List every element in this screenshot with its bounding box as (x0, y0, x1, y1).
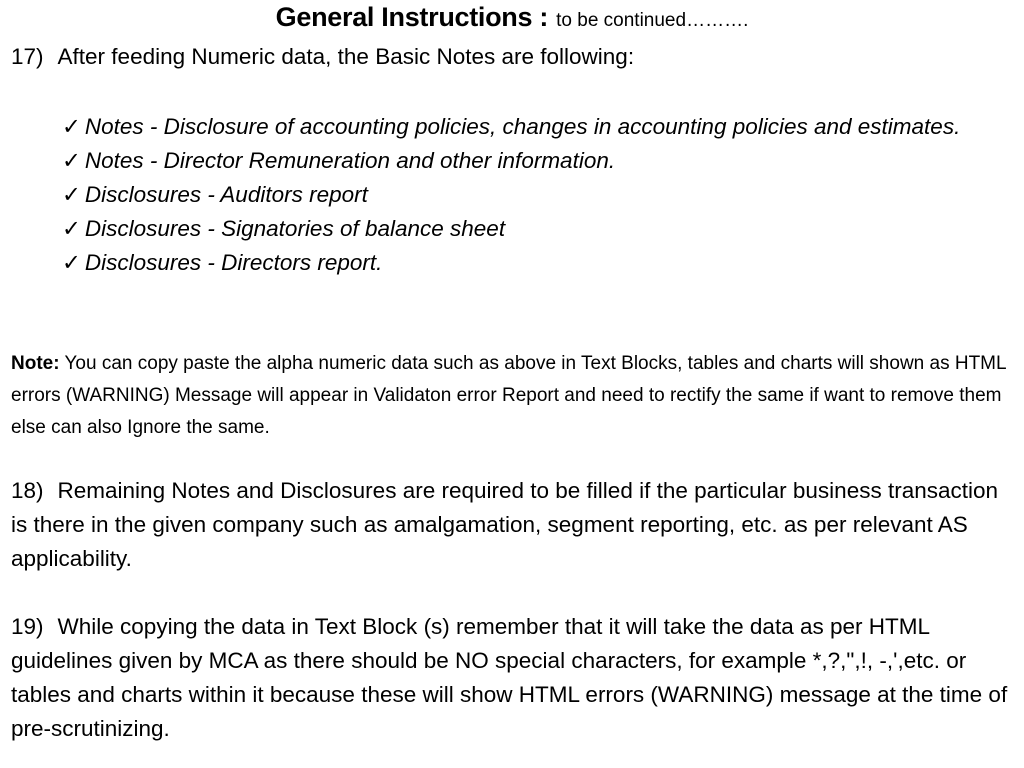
instruction-19 (11, 610, 1015, 746)
page-title (0, 2, 1024, 33)
checkmark-icon: ✓ (62, 250, 81, 275)
notes-checklist (62, 110, 982, 280)
instruction-18-number: 18) (11, 478, 44, 503)
instruction-18-text: Remaining Notes and Disclosures are required to be filled if the particular business transaction is there in the given company such as amalgamation, segment reporting, etc. as per relevant AS applicability. (11, 478, 999, 571)
checklist-item-text: Disclosures - Auditors report (84, 182, 368, 207)
checklist-item (62, 212, 982, 246)
checkmark-icon: ✓ (62, 148, 81, 173)
checkmark-icon: ✓ (62, 216, 81, 241)
note-label: Note: (11, 353, 60, 374)
checklist-item (62, 110, 982, 144)
instruction-19-number: 19) (11, 614, 44, 639)
checklist-item (62, 144, 982, 178)
note-text: You can copy paste the alpha numeric data such as above in Text Blocks, tables and charts will shown as HTML errors (WARNING) Message will appear in Validaton error Report and need to rectify the same if want to remove them else can also Ignore the same. (11, 353, 1006, 438)
instruction-19-text: While copying the data in Text Block (s) remember that it will take the data as per HTML guidelines given by MCA as there should be NO special characters, for example *,?,",!, -,',etc. or tables and charts within it because these will show HTML errors (WARNING) message at the time of pre-scrutinizing. (11, 614, 1008, 741)
checklist-item-text: Disclosures - Signatories of balance sheet (84, 216, 506, 241)
checklist-item-text: Notes - Director Remuneration and other information. (84, 148, 616, 173)
checklist-item (62, 178, 982, 212)
instruction-17-text: After feeding Numeric data, the Basic Notes are following: (57, 44, 635, 69)
instruction-18 (11, 474, 1015, 576)
checklist-item-text: Notes - Disclosure of accounting policies, changes in accounting policies and estimates. (84, 114, 961, 139)
instruction-17 (11, 44, 634, 70)
checkmark-icon: ✓ (62, 114, 81, 139)
checklist-item (62, 246, 982, 280)
instruction-17-number: 17) (11, 44, 44, 69)
title-main: General Instructions : (275, 2, 549, 32)
checklist-item-text: Disclosures - Directors report. (84, 250, 383, 275)
checkmark-icon: ✓ (62, 182, 81, 207)
note-paragraph (11, 348, 1015, 444)
title-subtitle: to be continued………. (556, 10, 749, 31)
